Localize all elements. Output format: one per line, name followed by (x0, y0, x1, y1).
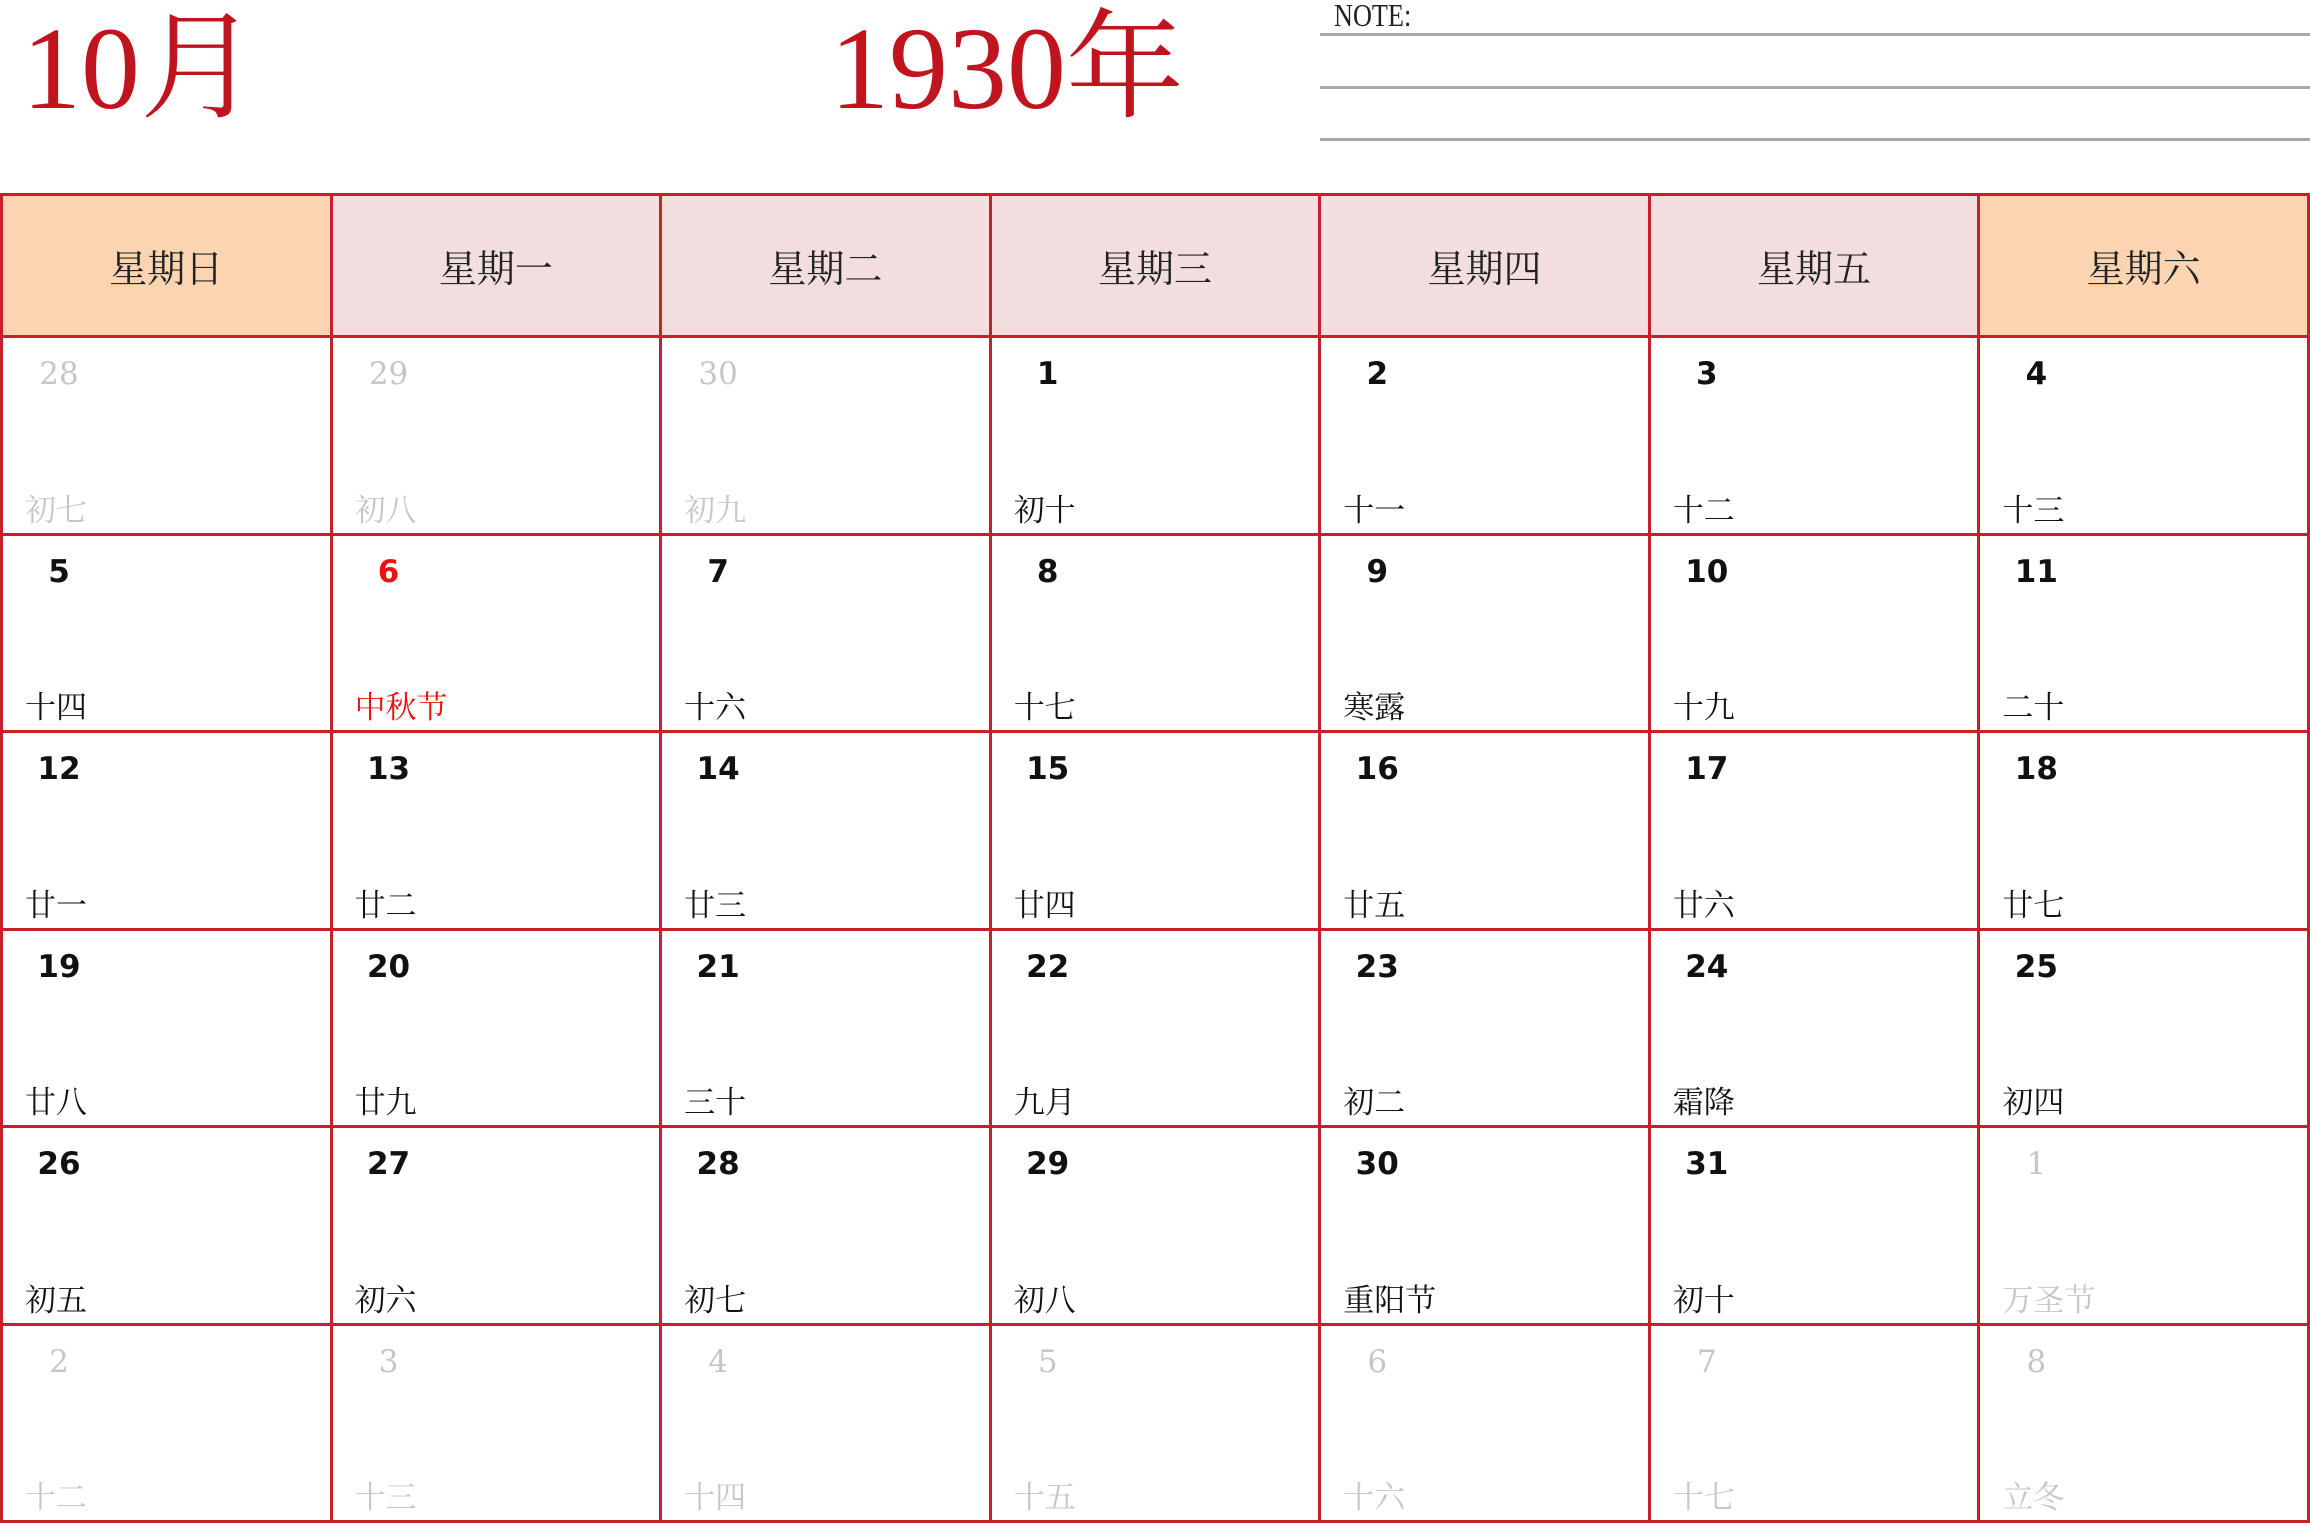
weekday-header-sunday: 星期日 (2, 195, 332, 337)
lunar-date: 十二 (25, 1480, 87, 1516)
lunar-date: 十三 (354, 1480, 417, 1516)
day-cell[interactable] (1979, 337, 2309, 535)
lunar-date: 寒露 (1343, 690, 1406, 726)
day-number: 23 (1355, 948, 1399, 985)
week-row (2, 337, 2309, 535)
week-row (2, 1127, 2309, 1325)
lunar-date: 初七 (25, 492, 87, 529)
day-number: 27 (366, 1146, 411, 1182)
day-cell[interactable] (1979, 929, 2309, 1127)
day-cell[interactable] (1979, 534, 2309, 732)
lunar-date: 廿一 (25, 887, 87, 924)
lunar-date: 十二 (1672, 492, 1735, 529)
day-number: 30 (1355, 1146, 1399, 1182)
day-cell[interactable] (331, 1127, 661, 1325)
day-number: 16 (1355, 751, 1399, 787)
day-cell[interactable] (990, 732, 1320, 930)
calendar-body (2, 337, 2309, 1522)
day-number: 13 (366, 751, 411, 787)
lunar-date: 十九 (1672, 690, 1735, 726)
day-cell[interactable] (661, 929, 991, 1127)
weekday-header-row (2, 195, 2309, 337)
day-cell[interactable] (1320, 732, 1650, 930)
day-number: 22 (1026, 948, 1070, 985)
day-number: 7 (707, 553, 729, 590)
day-number: 26 (37, 1146, 81, 1182)
lunar-date: 廿七 (2002, 887, 2065, 924)
day-number: 29 (1026, 1146, 1070, 1182)
day-cell[interactable] (331, 929, 661, 1127)
day-number: 6 (1367, 1343, 1388, 1380)
weekday-header-saturday: 星期六 (1979, 195, 2309, 337)
week-row (2, 732, 2309, 930)
week-row (2, 1324, 2309, 1522)
day-number: 7 (1696, 1343, 1717, 1380)
day-number: 4 (2025, 356, 2048, 392)
day-cell[interactable] (661, 1324, 991, 1522)
day-cell[interactable] (2, 534, 332, 732)
year-title: 1930年 (830, 3, 1185, 134)
day-cell[interactable] (1979, 1324, 2309, 1522)
note-label: NOTE: (1334, 0, 1412, 33)
day-number: 20 (366, 948, 411, 985)
day-cell[interactable] (2, 1324, 332, 1522)
day-cell[interactable] (2, 1127, 332, 1325)
week-row (2, 534, 2309, 732)
day-number: 3 (1696, 356, 1718, 392)
day-cell[interactable] (1649, 1127, 1979, 1325)
day-cell[interactable] (1320, 929, 1650, 1127)
day-number: 5 (48, 553, 70, 590)
note-line (1320, 138, 2310, 141)
day-number: 17 (1685, 751, 1729, 787)
day-number: 10 (1685, 553, 1729, 590)
lunar-date: 重阳节 (1343, 1282, 1437, 1319)
day-cell[interactable] (2, 337, 332, 535)
lunar-date: 初五 (25, 1282, 87, 1319)
lunar-date: 十六 (684, 690, 747, 726)
day-cell[interactable] (331, 732, 661, 930)
day-number: 28 (696, 1146, 740, 1182)
day-cell[interactable] (1320, 1127, 1650, 1325)
lunar-date: 十四 (25, 690, 87, 726)
day-cell[interactable] (990, 534, 1320, 732)
day-cell[interactable] (990, 1127, 1320, 1325)
day-cell[interactable] (1649, 337, 1979, 535)
day-cell[interactable] (1979, 732, 2309, 930)
day-cell[interactable] (2, 732, 332, 930)
day-number: 11 (2014, 553, 2058, 590)
day-cell[interactable] (2, 929, 332, 1127)
day-cell[interactable] (661, 732, 991, 930)
lunar-date: 廿四 (1013, 887, 1076, 924)
month-title: 10月 (22, 3, 259, 134)
note-area (1320, 0, 2310, 150)
lunar-date: 万圣节 (2002, 1282, 2096, 1319)
day-number: 19 (37, 948, 81, 985)
day-number: 1 (1036, 356, 1059, 392)
lunar-date: 立冬 (2002, 1480, 2065, 1516)
day-number: 25 (2014, 948, 2058, 985)
day-cell[interactable] (1649, 929, 1979, 1127)
day-cell[interactable] (661, 534, 991, 732)
lunar-date: 十三 (2002, 492, 2065, 529)
lunar-date: 廿三 (684, 887, 747, 924)
day-cell[interactable] (331, 1324, 661, 1522)
day-number: 2 (1366, 356, 1389, 392)
weekday-header-monday: 星期一 (331, 195, 661, 337)
weekday-header-wednesday: 星期三 (990, 195, 1320, 337)
lunar-date: 十五 (1013, 1480, 1076, 1516)
day-number: 24 (1685, 948, 1729, 985)
day-number: 3 (378, 1343, 399, 1380)
day-number: 2 (49, 1343, 69, 1380)
lunar-date: 霜降 (1672, 1085, 1735, 1121)
lunar-date: 初七 (684, 1282, 747, 1319)
day-number: 15 (1026, 751, 1070, 787)
lunar-date: 十四 (684, 1480, 747, 1516)
day-number: 28 (39, 356, 79, 392)
day-cell[interactable] (1649, 1324, 1979, 1522)
lunar-date: 初九 (684, 492, 747, 529)
lunar-date: 十七 (1013, 690, 1076, 726)
day-cell[interactable] (1649, 732, 1979, 930)
day-number: 29 (368, 356, 409, 392)
day-number: 4 (708, 1343, 728, 1380)
day-number: 30 (698, 356, 738, 392)
lunar-date: 十六 (1343, 1480, 1406, 1516)
lunar-date: 中秋节 (354, 690, 448, 726)
lunar-date: 廿六 (1672, 887, 1735, 924)
day-number: 5 (1037, 1343, 1058, 1380)
lunar-date: 初十 (1013, 492, 1076, 529)
lunar-date: 初八 (1013, 1282, 1076, 1319)
lunar-date: 九月 (1013, 1085, 1076, 1121)
day-cell[interactable] (990, 1324, 1320, 1522)
day-number: 6 (377, 553, 400, 590)
lunar-date: 廿九 (354, 1085, 417, 1121)
note-line (1320, 86, 2310, 89)
day-number: 8 (2026, 1343, 2047, 1380)
lunar-date: 初四 (2002, 1085, 2065, 1121)
day-number: 1 (2026, 1146, 2047, 1182)
day-cell[interactable] (990, 337, 1320, 535)
day-number: 21 (696, 948, 740, 985)
day-number: 18 (2014, 751, 2058, 787)
day-number: 12 (37, 751, 81, 787)
day-number: 8 (1036, 553, 1059, 590)
lunar-date: 初六 (354, 1282, 417, 1319)
day-cell[interactable] (1320, 1324, 1650, 1522)
day-cell[interactable] (661, 1127, 991, 1325)
day-number: 31 (1685, 1146, 1729, 1182)
lunar-date: 廿五 (1343, 887, 1406, 924)
day-cell[interactable] (1979, 1127, 2309, 1325)
calendar-grid (0, 193, 2310, 1523)
weekday-header-thursday: 星期四 (1320, 195, 1650, 337)
weekday-header-tuesday: 星期二 (661, 195, 991, 337)
day-cell[interactable] (1320, 534, 1650, 732)
note-line (1320, 33, 2310, 36)
day-number: 9 (1366, 553, 1389, 590)
lunar-date: 廿八 (25, 1085, 87, 1121)
lunar-date: 初二 (1343, 1085, 1406, 1121)
lunar-date: 初八 (354, 492, 417, 529)
day-number: 14 (696, 751, 740, 787)
weekday-header-friday: 星期五 (1649, 195, 1979, 337)
day-cell[interactable] (331, 534, 661, 732)
day-cell[interactable] (1649, 534, 1979, 732)
day-cell[interactable] (331, 337, 661, 535)
week-row (2, 929, 2309, 1127)
lunar-date: 十一 (1343, 492, 1406, 529)
day-cell[interactable] (1320, 337, 1650, 535)
lunar-date: 初十 (1672, 1282, 1735, 1319)
lunar-date: 廿二 (354, 887, 417, 924)
lunar-date: 三十 (684, 1085, 747, 1121)
lunar-date: 十七 (1672, 1480, 1735, 1516)
lunar-date: 二十 (2002, 690, 2065, 726)
day-cell[interactable] (990, 929, 1320, 1127)
day-cell[interactable] (661, 337, 991, 535)
